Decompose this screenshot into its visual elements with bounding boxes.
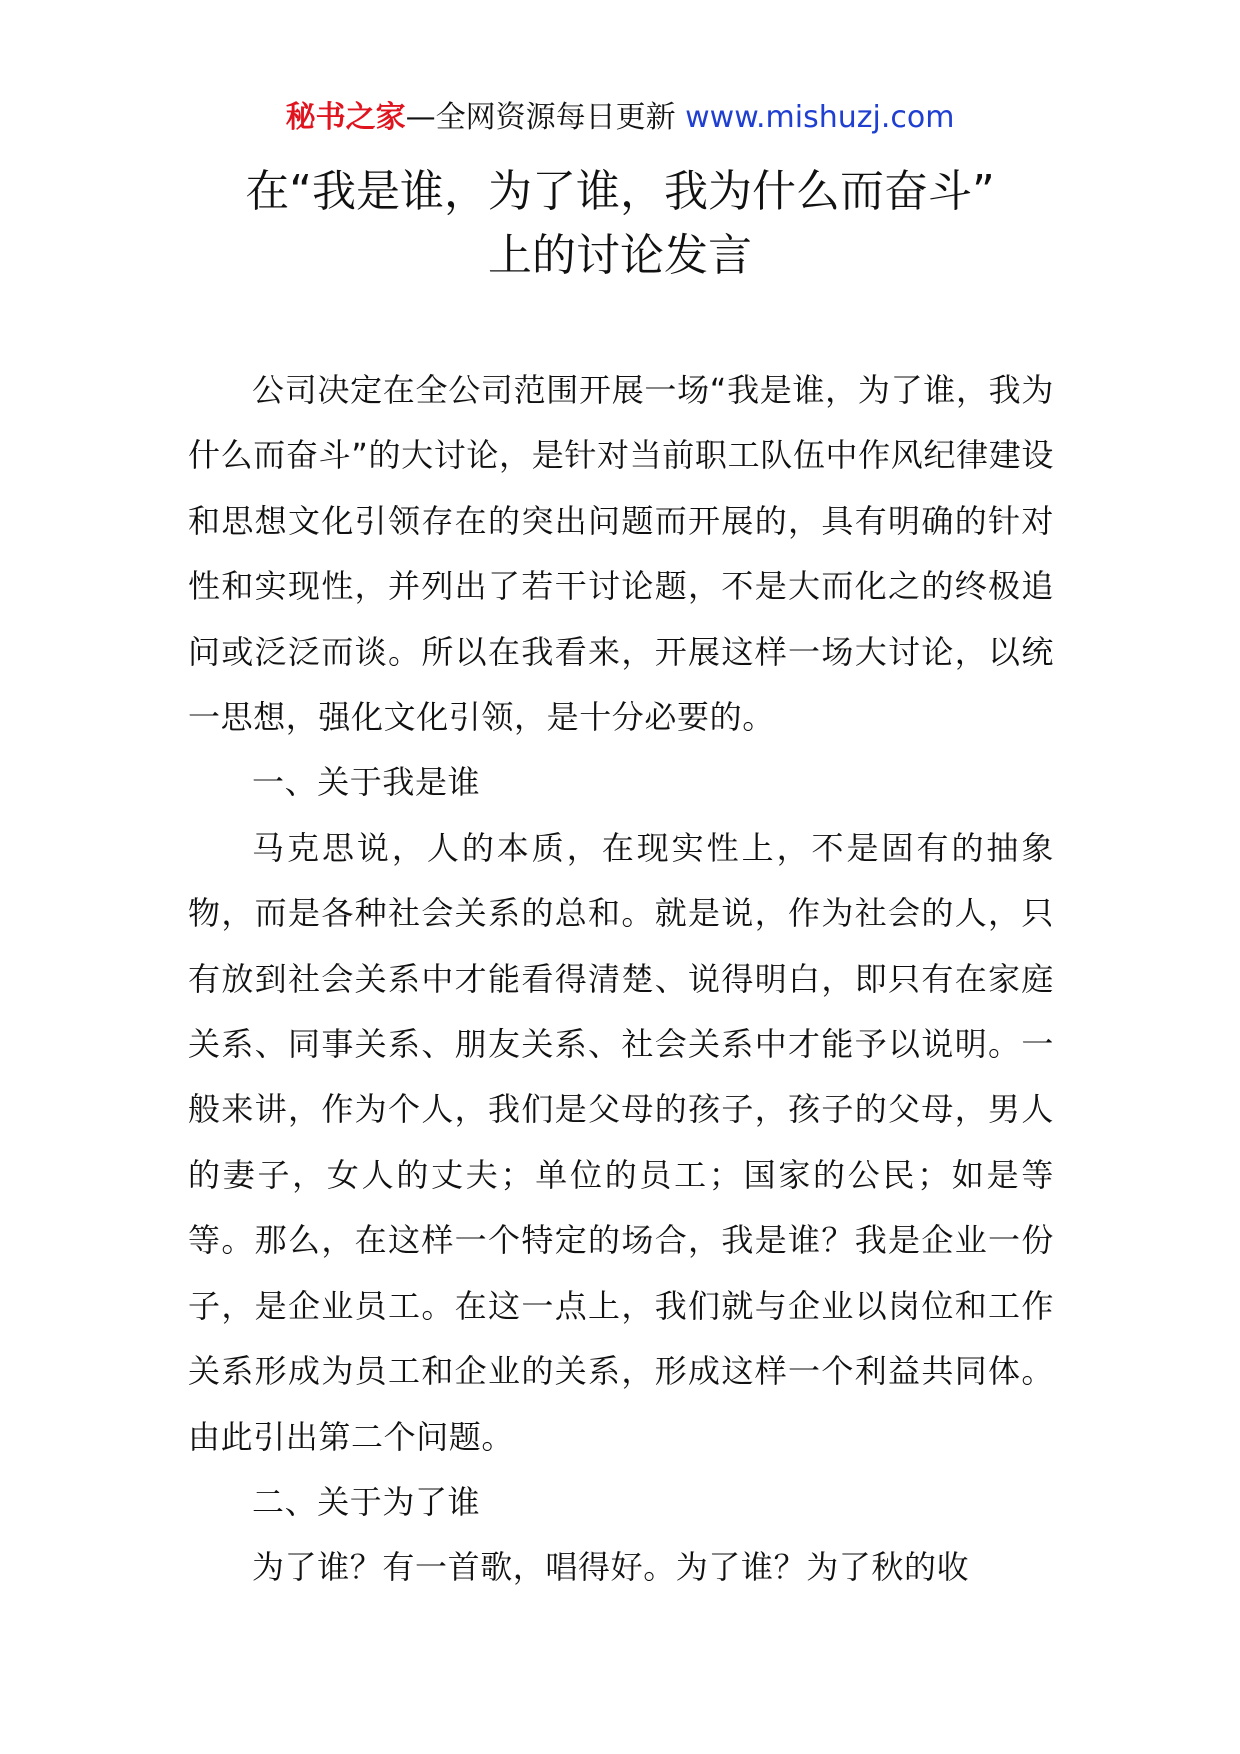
site-header [0,96,1240,140]
document-body [188,358,1054,1601]
brand-name: 秘书之家 [285,100,406,135]
section-heading-who-am-i: 一、关于我是谁 [252,763,481,802]
document-title [0,160,1240,288]
site-tagline: —全网资源每日更新 [405,100,676,135]
site-url-link[interactable]: www.mishuzj.com [685,100,955,135]
paragraph-for-whom: 为了谁？有一首歌，唱得好。为了谁？为了秋的收 [252,1548,970,1587]
title-line-1: 在“我是谁，为了谁，我为什么而奋斗” [245,166,995,217]
paragraph-who-am-i: 马克思说，人的本质，在现实性上，不是固有的抽象物，而是各种社会关系的总和。就是说，作为社会的人，只有放到社会关系中才能看得清楚、说得明白，即只有在家庭关系、同事关系、朋友关系、社会关系中才能予以说明。一般来讲，作为个人，我们是父母的孩子，孩子的父母，男人的妻子，女人的丈夫；单位的员工；国家的公民；如是等等。那么，在这样一个特定的场合，我是谁？我是企业一份子，是企业员工。在这一点上，我们就与企业以岗位和工作关系形成为员工和企业的关系，形成这样一个利益共同体。由此引出第二个问题。 [188,828,1054,1456]
section-heading-for-whom: 二、关于为了谁 [252,1482,481,1521]
title-line-2: 上的讨论发言 [488,230,752,281]
paragraph-intro: 公司决定在全公司范围开展一场“我是谁，为了谁，我为什么而奋斗”的大讨论，是针对当前职工队伍中作风纪律建设和思想文化引领存在的突出问题而开展的，具有明确的针对性和实现性，并列出了若干讨论题，不是大而化之的终极追问或泛泛而谈。所以在我看来，开展这样一场大讨论，以统一思想，强化文化引领，是十分必要的。 [188,371,1054,737]
